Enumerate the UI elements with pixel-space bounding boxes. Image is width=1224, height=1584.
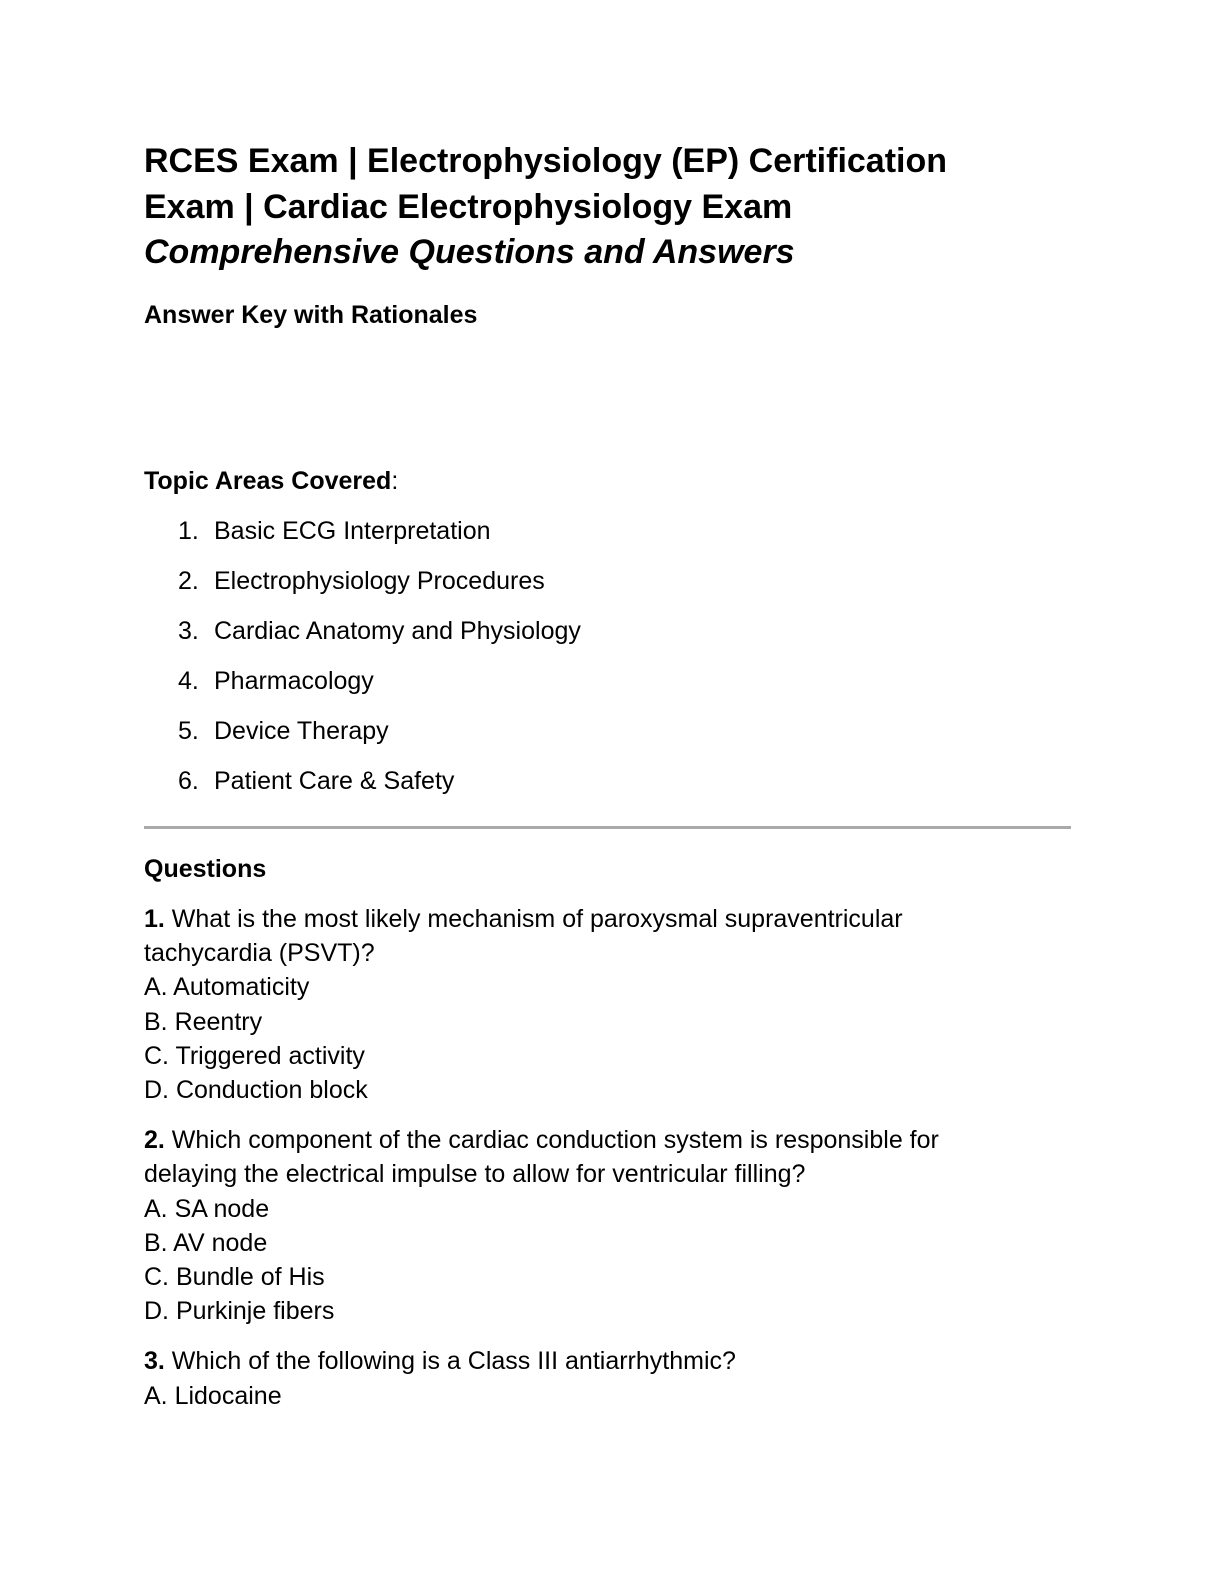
question-number: 3. [144,1347,165,1376]
document-page [144,138,1074,1410]
topic-label: Device Therapy [214,717,389,745]
answer-option: C. Bundle of His [144,1263,325,1292]
question-number: 1. [144,905,165,933]
topic-number: 6. [178,767,199,795]
question-text-line-1: Which of the following is a Class III antiarrhythmic? [164,1347,736,1376]
topic-number: 2. [178,567,199,595]
answer-option: A. SA node [144,1194,270,1223]
answer-option: D. Purkinje fibers [144,1297,335,1326]
topic-item [144,716,1074,766]
answer-option: B. Reentry [144,1007,263,1036]
question-text-line-2: tachycardia (PSVT)? [144,939,375,968]
topics-heading-colon: : [391,467,399,495]
topic-label: Cardiac Anatomy and Physiology [214,617,581,645]
topic-item [144,566,1074,616]
topic-item [144,666,1074,716]
answer-option: C. Triggered activity [144,1041,365,1070]
question-stem [144,1344,1074,1378]
answer-key-heading: Answer Key with Rationales [144,301,478,329]
topic-number: 1. [178,517,199,545]
question-3 [144,1344,1074,1412]
answer-option: A. Automaticity [144,973,310,1002]
question-2 [144,1123,1074,1328]
question-number: 2. [144,1126,165,1155]
answer-option: A. Lidocaine [144,1381,282,1410]
questions-heading: Questions [144,855,267,883]
topic-label: Patient Care & Safety [214,767,455,795]
subtitle: Comprehensive Questions and Answers [144,233,795,271]
section-divider [144,826,1071,829]
topic-item [144,766,1074,816]
title-line-1: RCES Exam | Electrophysiology (EP) Certification [144,142,948,180]
question-1 [144,902,1074,1107]
questions-list [144,902,1074,1429]
topic-label: Pharmacology [214,667,374,695]
topic-number: 5. [178,717,199,745]
topic-number: 3. [178,617,199,645]
topic-number: 4. [178,667,199,695]
answer-option: B. AV node [144,1228,268,1257]
question-stem [144,902,1074,936]
topics-heading-label: Topic Areas Covered [144,467,392,495]
answer-option: D. Conduction block [144,1076,368,1105]
topic-item [144,516,1074,566]
topic-label: Electrophysiology Procedures [214,567,545,595]
question-stem [144,1123,1074,1157]
topic-item [144,616,1074,666]
topics-heading [144,466,1074,496]
question-text-line-1: Which component of the cardiac conduction system is responsible for [164,1126,939,1155]
topic-label: Basic ECG Interpretation [214,517,491,545]
title-line-2: Exam | Cardiac Electrophysiology Exam [144,188,793,226]
question-text-line-2: delaying the electrical impulse to allow for ventricular filling? [144,1160,806,1189]
topic-list [144,516,1074,816]
question-text-line-1: What is the most likely mechanism of paroxysmal supraventricular [164,905,903,933]
